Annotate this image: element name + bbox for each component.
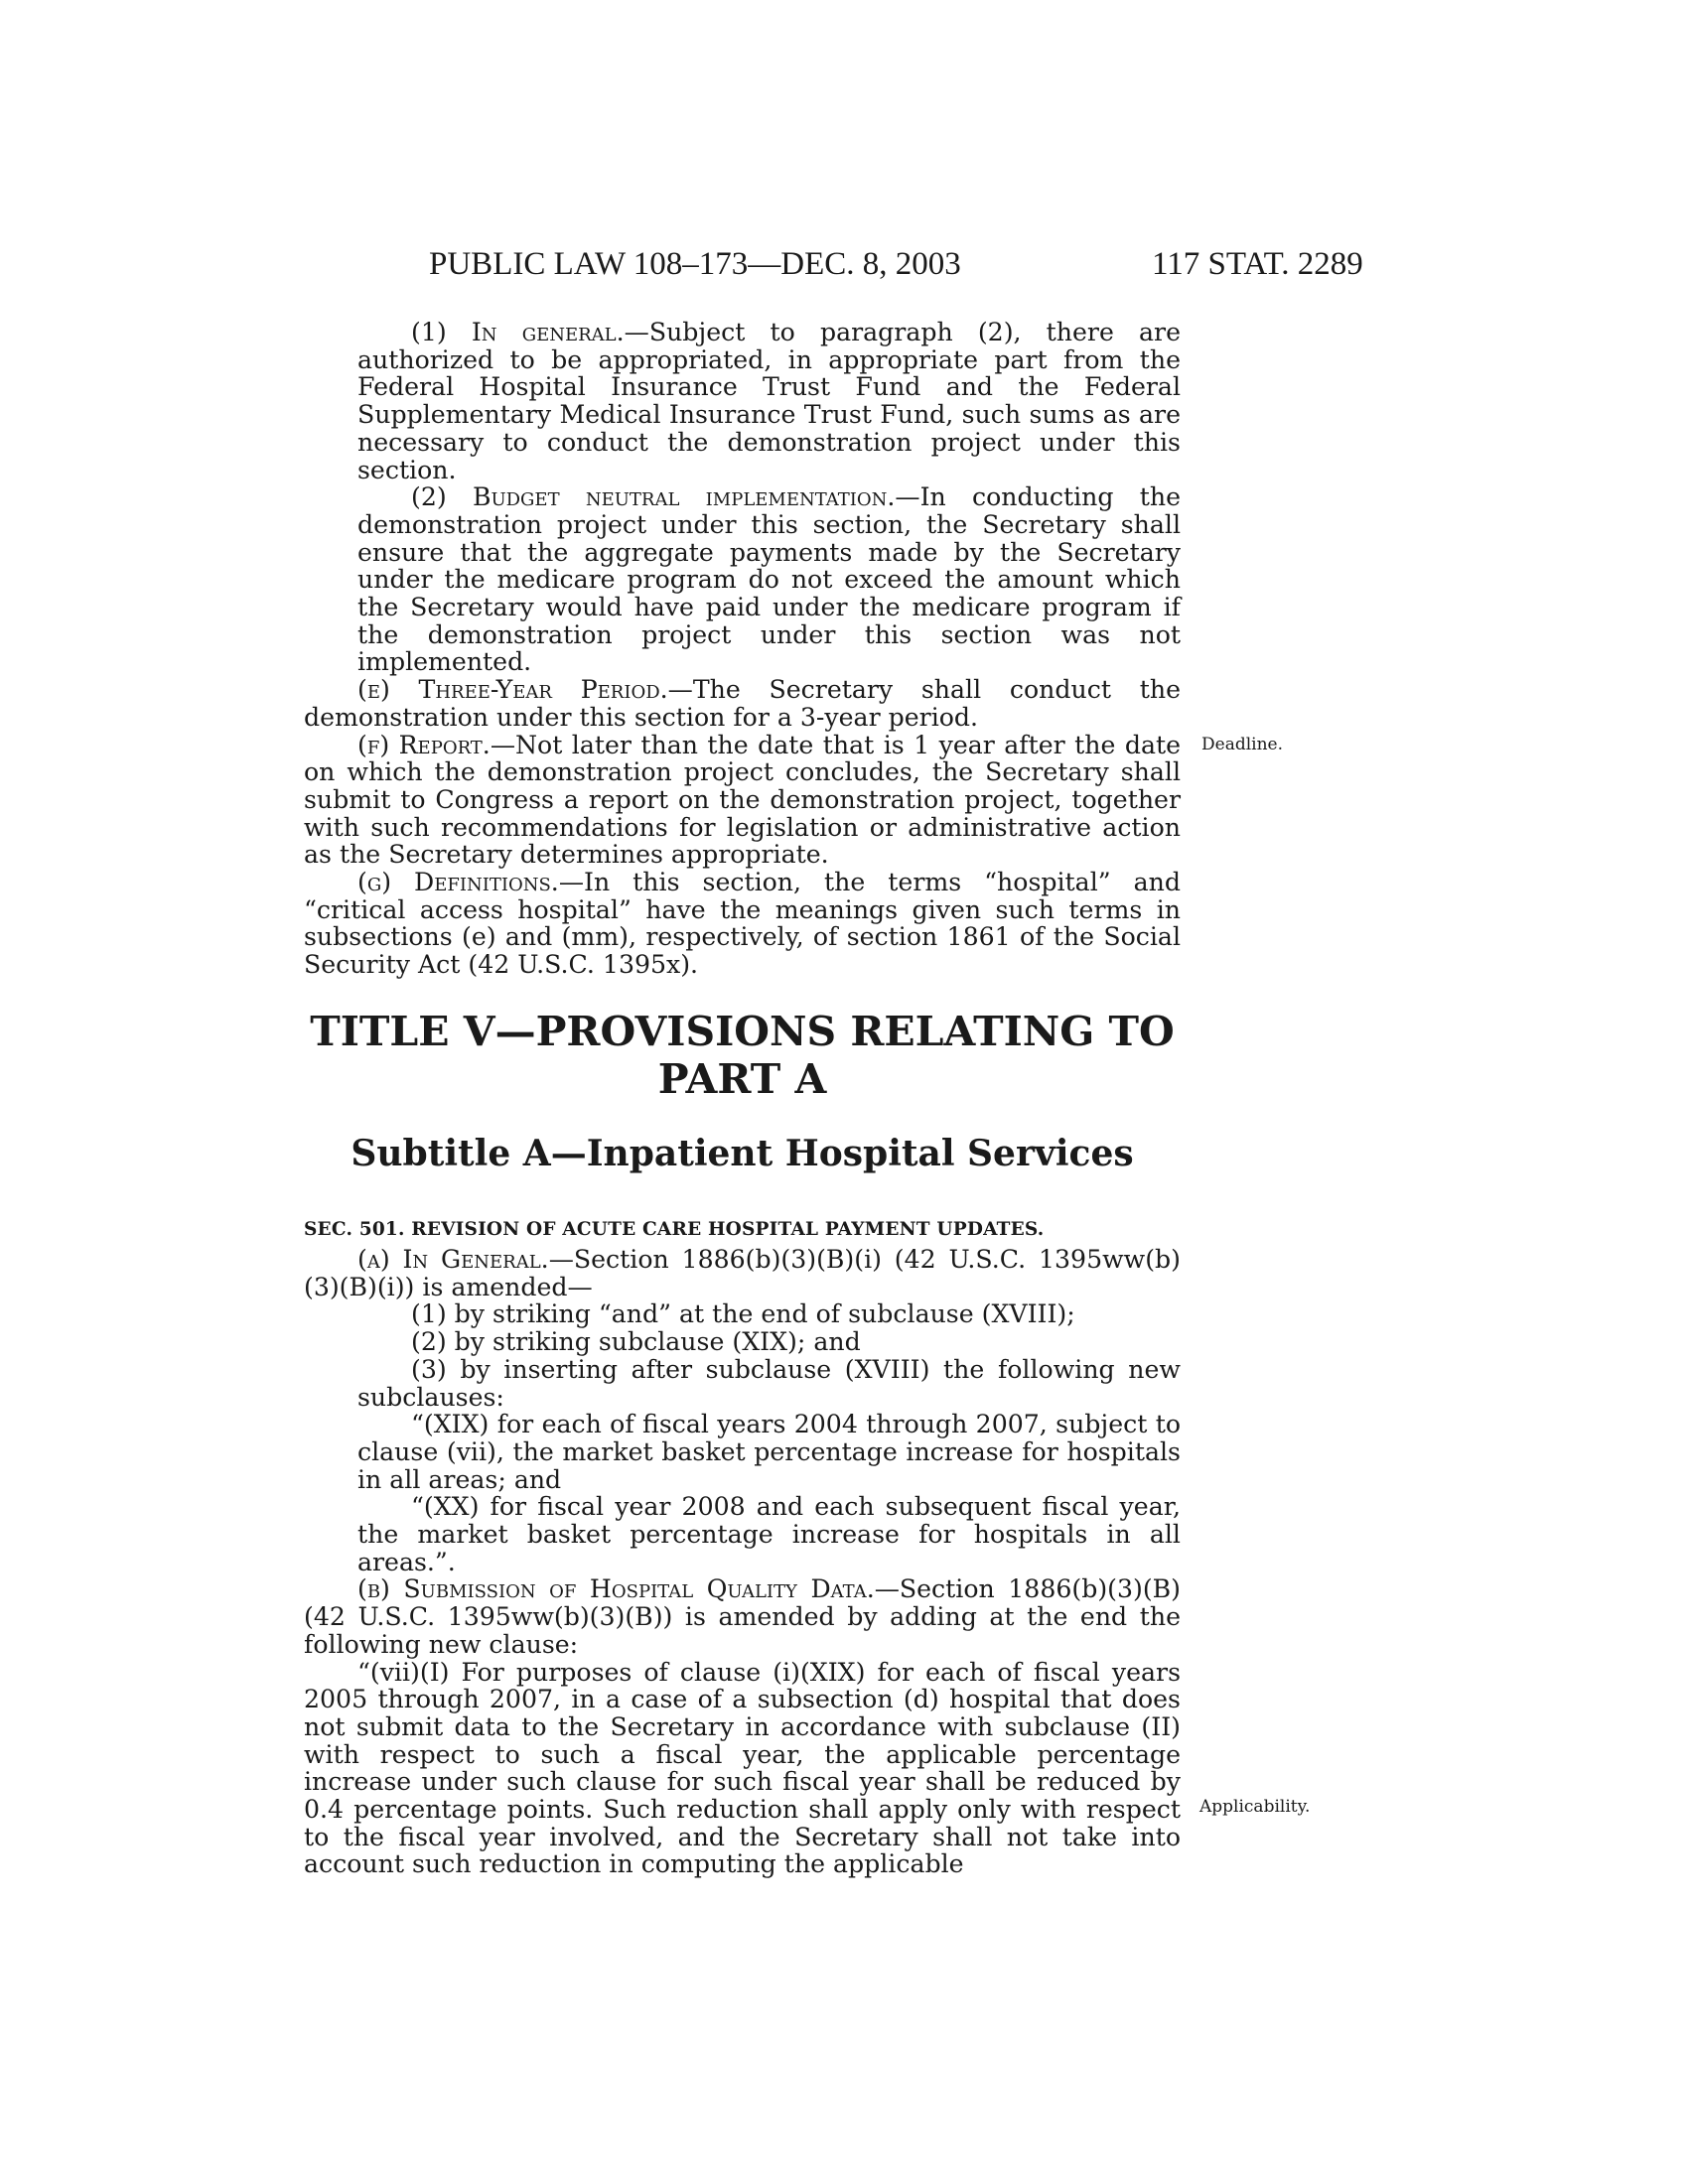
subsection-heading: (b) Submission of Hospital Quality Data. (357, 1574, 875, 1604)
subsection-f-report (304, 732, 1181, 870)
section-501-heading: SEC. 501. REVISION OF ACUTE CARE HOSPITAL PAYMENT UPDATES. (304, 1219, 1045, 1240)
subsection-heading: (f) Report. (357, 730, 491, 759)
margin-note-applicability: Applicability. (1199, 1797, 1311, 1817)
running-header-stat-page: 117 STAT. 2289 (1152, 246, 1363, 282)
subsection-a-in-general (304, 1246, 1181, 1300)
quoted-subclause-xx: “(XX) for fiscal year 2008 and each subsequent fiscal year, the market basket percentage increase for hospitals in all areas.”. (357, 1492, 1181, 1576)
subsection-g-definitions (304, 869, 1181, 979)
title-v-heading (304, 1008, 1181, 1103)
paragraph-heading: (1) In general. (411, 318, 625, 346)
margin-note-deadline: Deadline. (1201, 735, 1283, 754)
subsection-text: —In this section, the terms “hospital” and “critical access hospital” have the meanings given such terms in subsections (e) and (mm), respectively, of section 1861 of the Social Security Act (42 U.S.C. 1395x). (304, 868, 1181, 980)
subsection-heading: (a) In General. (357, 1245, 549, 1274)
subtitle-a-heading: Subtitle A—Inpatient Hospital Services (351, 1133, 1134, 1174)
subsection-heading: (g) Definitions. (357, 868, 559, 897)
subsection-heading: (e) Three-Year Period. (357, 675, 668, 705)
subsection-text: —The Secretary shall conduct the demonstration under this section for a 3-year period. (304, 675, 1181, 732)
quoted-clause-vii: “(vii)(I) For purposes of clause (i)(XIX) for each of fiscal years 2005 through 2007, in a case of a subsection (d) hospital that does not submit data to the Secretary in accordance with subclause (II) with respect to such a fiscal year, the applicable percentage increase under such clause for such fiscal year shall be reduced by 0.4 percentage points. Such reduction shall apply only with respect to the fiscal year involved, and the Secretary shall not take into account such reduction in computing the applicable (304, 1657, 1181, 1879)
subsection-e-three-year-period (304, 676, 1181, 731)
subsection-text: —Section 1886(b)(3)(B) (42 U.S.C. 1395ww(b)(3)(B)) is amended by adding at the end the following new clause: (304, 1574, 1181, 1659)
paragraph-heading: (2) Budget neutral implementation. (411, 482, 896, 512)
top-body-text (304, 319, 1181, 979)
paragraph-1-in-general (304, 319, 1181, 483)
title-v-line-1: TITLE V—PROVISIONS RELATING TO (310, 1008, 1175, 1055)
subsection-text: —Section 1886(b)(3)(B)(i) (42 U.S.C. 1395ww(b)(3)(B)(i)) is amended— (304, 1245, 1181, 1301)
paragraph-a3: (3) by inserting after subclause (XVIII) the following new subclauses: (357, 1354, 1181, 1412)
subsection-b-hospital-quality-data (304, 1575, 1181, 1658)
title-v-line-2: PART A (657, 1055, 827, 1103)
paragraph-text: —In conducting the demonstration project under this section, the Secretary shall ensure that the aggregate payments made by the Secretary under the medicare program do not exceed the amount which the Secretary would have paid under the medicare program if the demonstration project under this section was not implemented. (357, 482, 1182, 677)
paragraph-a2: (2) by striking subclause (XIX); and (411, 1327, 861, 1357)
paragraph-text: —Subject to paragraph (2), there are authorized to be appropriated, in appropriate part from the Federal Hospital Insurance Trust Fund and the Federal Supplementary Medical Insurance Trust Fund, such sums as are necessary to conduct the demonstration project under this section. (357, 318, 1181, 484)
subsection-text: —Not later than the date that is 1 year after the date on which the demonstration project concludes, the Secretary shall submit to Congress a report on the demonstration project, together with such recommendations for legislation or administrative action as the Secretary determines appropriate. (304, 730, 1181, 870)
running-header-title: PUBLIC LAW 108–173—DEC. 8, 2003 (429, 246, 961, 282)
paragraph-a1: (1) by striking “and” at the end of subclause (XVIII); (411, 1299, 1075, 1329)
paragraph-2-budget-neutral (304, 483, 1181, 676)
section-501-body (304, 1246, 1181, 1878)
quoted-subclause-xix: “(XIX) for each of fiscal years 2004 through 2007, subject to clause (vii), the market basket percentage increase for hospitals in all areas; and (357, 1410, 1181, 1494)
